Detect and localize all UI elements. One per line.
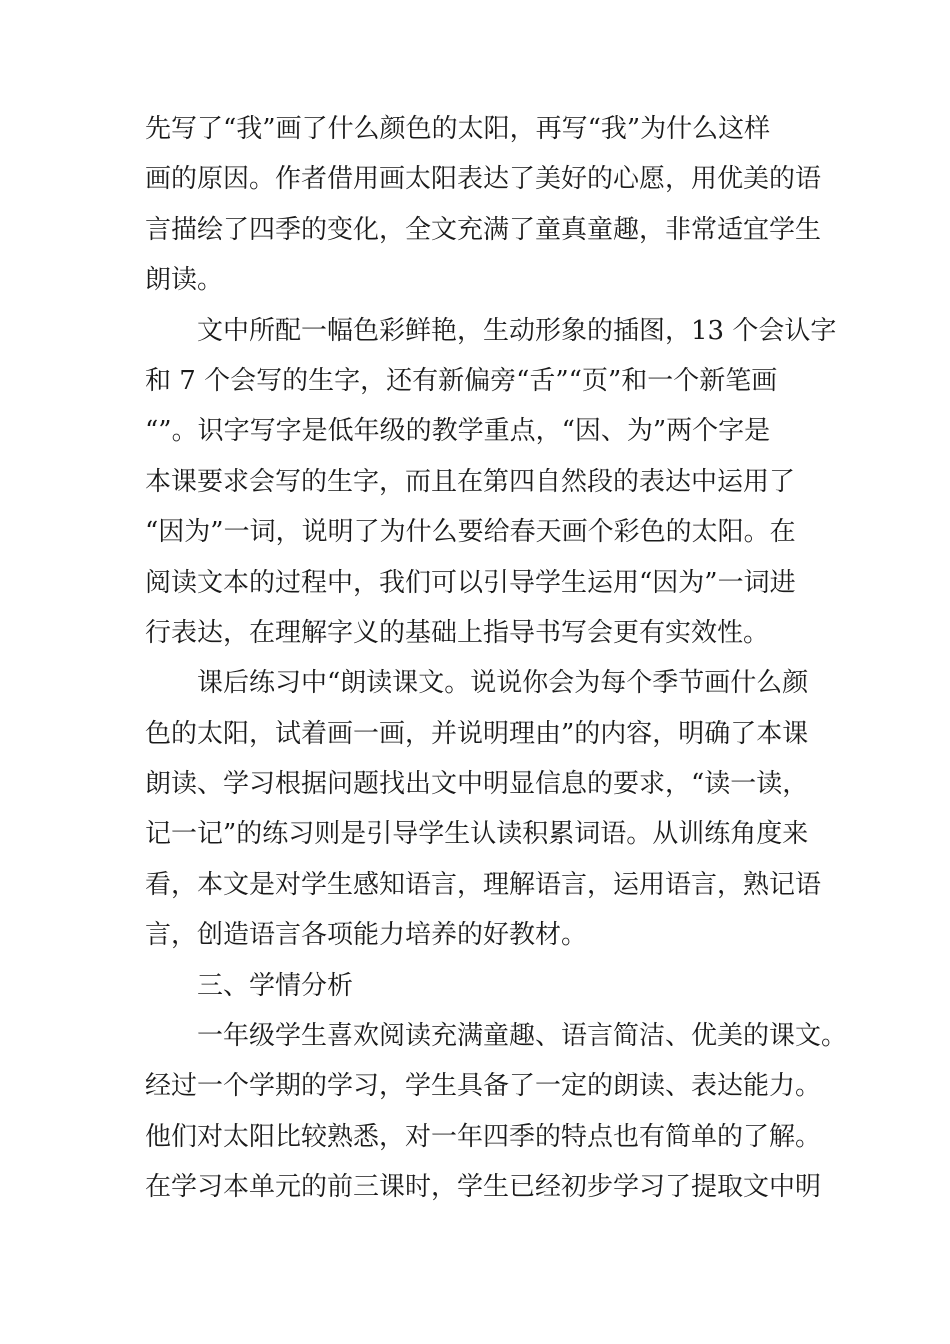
text-line: 经过一个学期的学习，学生具备了一定的朗读、表达能力。 [145,1071,822,1102]
text-line: 言，创造语言各项能力培养的好教材。 [145,920,588,951]
text-line: 他们对太阳比较熟悉，对一年四季的特点也有简单的了解。 [145,1121,822,1152]
text-line: 色的太阳，试着画一画，并说明理由”的内容，明确了本课 [145,718,809,749]
text-line: “”。识字写字是低年级的教学重点，“因、为”两个字是 [145,416,771,447]
text-line: 在学习本单元的前三课时，学生已经初步学习了提取文中明 [145,1172,822,1203]
paragraph-2 [145,306,835,659]
text-line: 先写了“我”画了什么颜色的太阳，再写“我”为什么这样 [145,114,771,144]
text-line: 阅读文本的过程中，我们可以引导学生运用“因为”一词进 [145,567,796,598]
text-line: “因为”一词，说明了为什么要给春天画个彩色的太阳。在 [145,517,796,548]
document-page [145,104,848,1213]
text-line: 记一记”的练习则是引导学生认读积累词语。从训练角度来 [145,819,809,850]
paragraph-1 [145,104,835,306]
text-line: 画的原因。作者借用画太阳表达了美好的心愿，用优美的语 [145,164,822,195]
section-heading [145,961,835,1011]
text-line: 和 7 个会写的生字，还有新偏旁“舌”“页”和一个新笔画 [145,365,778,396]
text-line: 文中所配一幅色彩鲜艳，生动形象的插图，13 个会认字 [197,315,837,346]
heading-line: 三、学情分析 [197,970,354,1001]
text-line: 课后练习中“朗读课文。说说你会为每个季节画什么颜 [197,668,809,699]
paragraph-3 [145,658,835,960]
paragraph-4 [145,1011,848,1213]
text-line: 一年级学生喜欢阅读充满童趣、语言简洁、优美的课文。 [197,1021,848,1052]
text-line: 言描绘了四季的变化，全文充满了童真童趣，非常适宜学生 [145,214,822,245]
text-line: 看，本文是对学生感知语言，理解语言，运用语言，熟记语 [145,869,822,900]
text-line: 行表达，在理解字义的基础上指导书写会更有实效性。 [145,617,770,648]
text-line: 朗读、学习根据问题找出文中明显信息的要求，“读一读， [145,769,809,800]
text-line: 本课要求会写的生字，而且在第四自然段的表达中运用了 [145,466,796,497]
text-line: 朗读。 [145,265,224,296]
